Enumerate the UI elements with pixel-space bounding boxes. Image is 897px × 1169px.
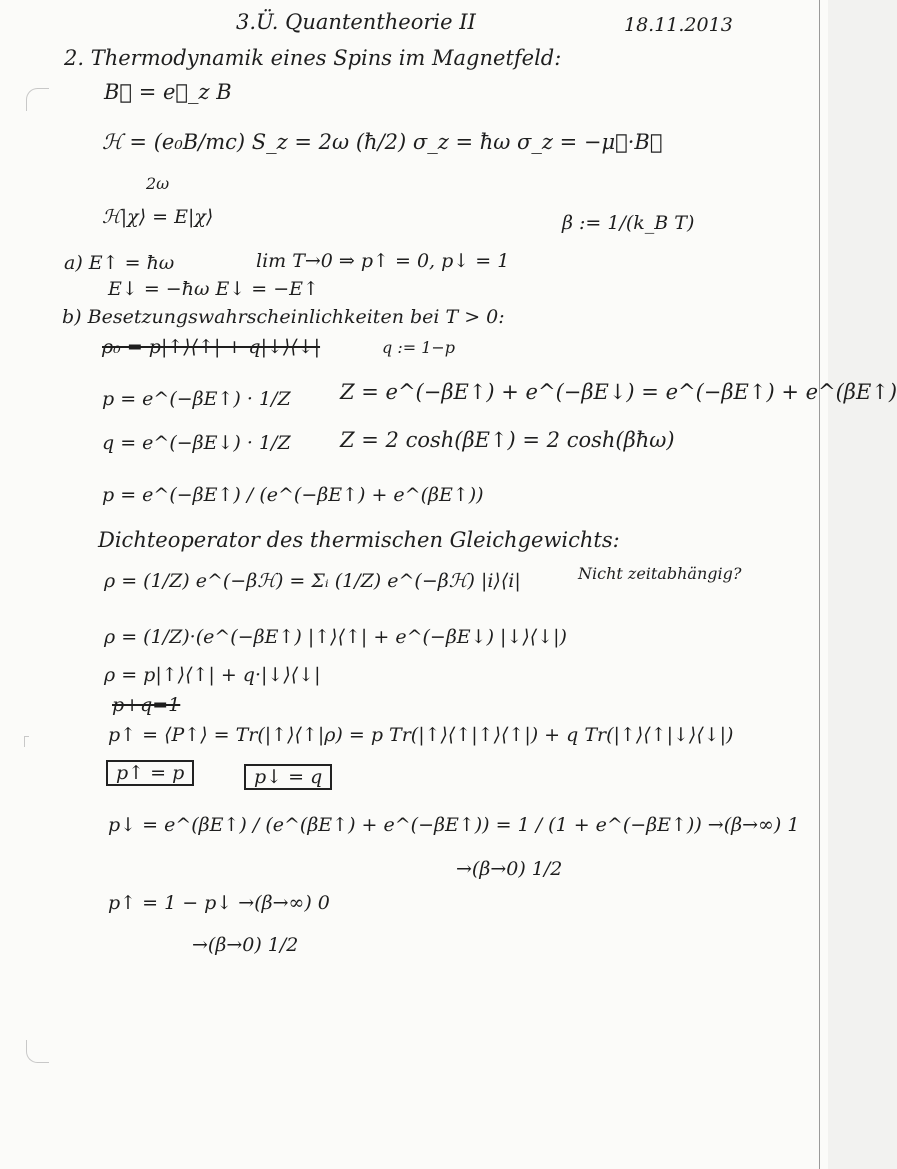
equation-q-definition: q := 1−p <box>382 338 456 357</box>
equation-p-down: p↓ = e^(βE↑) / (e^(βE↑) + e^(−βE↑)) = 1 / (1 + e^(−βE↑)) →(β→∞) 1 <box>108 814 800 836</box>
struck-normalization: p+q=1 <box>112 694 181 716</box>
equation-p-fraction: p = e^(−βE↑) / (e^(−βE↑) + e^(βE↑)) <box>102 484 484 506</box>
density-operator-heading: Dichteoperator des thermischen Gleichgewichts: <box>98 528 620 552</box>
punch-hole-mark <box>26 88 49 111</box>
equation-partition-cosh: Z = 2 cosh(βE↑) = 2 cosh(βħω) <box>340 428 675 452</box>
equation-eigenvalue: ℋ|χ⟩ = E|χ⟩ <box>102 206 214 228</box>
equation-p-up-final: p↑ = 1 − p↓ →(β→∞) 0 <box>108 892 330 914</box>
struck-density-line: ρ₀ = p|↑⟩⟨↑| + q|↓⟩⟨↓| <box>102 336 321 358</box>
equation-density-expanded: ρ = (1/Z)·(e^(−βE↑) |↑⟩⟨↑| + e^(−βE↓) |↓⟩⟨↓|) <box>104 626 567 648</box>
margin-note: Nicht zeitabhängig? <box>578 564 742 583</box>
equation-p-up-trace: p↑ = ⟨P↑⟩ = Tr(|↑⟩⟨↑|ρ) = p Tr(|↑⟩⟨↑|↑⟩⟨↑|) + q Tr(|↑⟩⟨↑|↓⟩⟨↓|) <box>108 724 734 746</box>
equation-density-definition: ρ = (1/Z) e^(−βℋ) = Σᵢ (1/Z) e^(−βℋ) |i⟩⟨i| <box>104 570 521 592</box>
equation-hamiltonian: ℋ = (e₀B/mc) S_z = 2ω (ħ/2) σ_z = ħω σ_z = −μ⃗·B⃗ <box>102 130 663 154</box>
page-date: 18.11.2013 <box>624 14 733 36</box>
part-b-heading: b) Besetzungswahrscheinlichkeiten bei T > 0: <box>62 306 505 328</box>
page-title: 3.Ü. Quantentheorie II <box>236 10 476 34</box>
section-heading: 2. Thermodynamik eines Spins im Magnetfeld: <box>64 46 562 70</box>
punch-hole-mark <box>26 1040 49 1063</box>
punch-hole-mark <box>24 736 29 747</box>
limit-beta-zero-1: →(β→0) 1/2 <box>456 858 563 880</box>
equation-density-pq: ρ = p|↑⟩⟨↑| + q·|↓⟩⟨↓| <box>104 664 321 686</box>
boxed-result-p-down: p↓ = q <box>244 764 332 790</box>
equation-partition-function: Z = e^(−βE↑) + e^(−βE↓) = e^(−βE↑) + e^(βE↑) <box>340 380 897 404</box>
equation-q: q = e^(−βE↓) · 1/Z <box>102 432 291 454</box>
part-a-energy-up: a) E↑ = ħω <box>64 252 175 274</box>
equation-b-field: B⃗ = e⃗_z B <box>104 80 232 104</box>
limit-beta-zero-2: →(β→0) 1/2 <box>192 934 299 956</box>
underbrace-label: 2ω <box>146 174 170 193</box>
boxed-result-p-up: p↑ = p <box>106 760 194 786</box>
equation-beta-definition: β := 1/(k_B T) <box>562 212 695 234</box>
page-edge <box>819 0 820 1169</box>
part-a-limit: lim T→0 ⇒ p↑ = 0, p↓ = 1 <box>256 250 510 272</box>
equation-p: p = e^(−βE↑) · 1/Z <box>102 388 291 410</box>
part-a-energy-down: E↓ = −ħω E↓ = −E↑ <box>108 278 319 300</box>
